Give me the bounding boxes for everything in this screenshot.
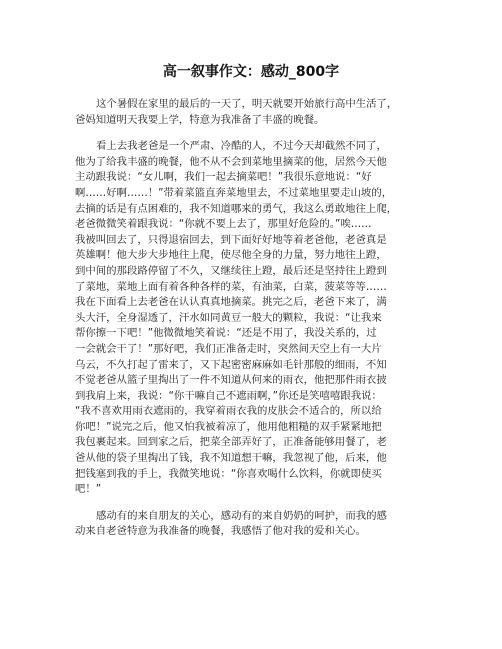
text-line: 爸妈知道明天我要上学，特意为我准备了丰盛的晚餐。 — [75, 113, 325, 126]
text-line: 把钱塞到我的手上，我微笑地说：“你喜欢喝什么饮料，你就即使买 — [75, 467, 382, 480]
text-line: 看上去我老爸是一个严肃、冷酷的人，不过今天却截然不同了， — [96, 140, 387, 153]
text-line: 感动有的来自朋友的关心，感动有的来自奶奶的呵护，而我的感 — [96, 509, 387, 522]
text-line: 一会就会干了！”那好吧，我们正准备走时，突然间天空上有一大片 — [75, 342, 382, 355]
text-line: 爸从他的袋子里掏出了钱，我不知道想干嘛，我忽视了他，后来，他 — [75, 452, 387, 465]
text-line: 他为了给我丰盛的晚餐，他不从不会到菜地里摘菜的他，居然今天他 — [75, 155, 387, 168]
text-line: 到我肩上来，我说：“你干嘛自己不遮雨啊，”你还是笑嘻嘻跟我说： — [75, 389, 382, 402]
text-line: “我不喜欢用雨衣遮雨的，我穿着雨衣我的皮肤会不适合的，所以给 — [75, 405, 382, 418]
text-line: 动来自老爸特意为我准备的晚餐，我感悟了他对我的爱和关心。 — [75, 525, 366, 538]
text-line: 主动跟我说：“女儿啊，我们一起去摘菜吧！”我很乐意地说：“好 — [75, 171, 372, 184]
text-line: 到中间的那段路停留了不久，又继续往上蹬，最后还是坚持往上蹬到 — [75, 264, 387, 277]
text-line: 老爸微微笑着跟我说：“你就不要上去了，那里好危险的。”唉…… — [75, 218, 372, 231]
text-line: 英雄啊！他大步大步地往上爬，使尽他全身的力量，努力地往上蹬， — [75, 249, 387, 262]
text-line: 不觉老爸从篮子里掏出了一件不知道从何来的雨衣，他把那件雨衣披 — [75, 374, 387, 387]
text-line: 我在下面看上去老爸在认认真真地摘菜。挑完之后，老爸下来了，满 — [75, 296, 387, 309]
paragraph-story — [75, 139, 437, 498]
document-body — [75, 97, 437, 540]
text-line: 去摘的话是有点困难的，我不知道哪来的勇气，我这么勇敢地往上爬， — [75, 202, 398, 215]
text-line: 我包裹起来。回到家之后，把菜全部弄好了，正准备能够用餐了，老 — [75, 436, 387, 449]
text-line: 吧！” — [75, 483, 102, 496]
document-title: 高一叙事作文：感动_800字 — [162, 64, 340, 80]
text-line: 帮你擦一下吧！”他微微地笑着说：“还是不用了，我没关系的，过 — [75, 327, 377, 340]
text-line: 你吧！”说完之后，他又怕我被着凉了，他用他粗糙的双手紧紧地把 — [75, 420, 382, 433]
text-line: 了菜地，菜地上面有着各种各样的菜，有油菜，白菜，菠菜等等…… — [75, 280, 387, 293]
text-line: 我被叫回去了，只得退宿回去，到下面好好地等着老爸他，老爸真是 — [75, 233, 387, 246]
text-line: 这个暑假在家里的最后的一天了，明天就要开始旅行高中生活了， — [96, 98, 398, 110]
text-line: 乌云，不久打起了雷来了，又下起密密麻麻如毛针那般的细雨，不知 — [75, 358, 387, 371]
text-line: 啊……好啊……！”带着菜篮直奔菜地里去，不过菜地里要走山坡的， — [75, 186, 393, 199]
text-line: 头大汗，全身湿透了，汗水如同黄豆一般大的颗粒，我说：“让我来 — [75, 311, 382, 324]
paragraph-conclusion — [75, 509, 437, 540]
paragraph-intro — [75, 97, 437, 128]
